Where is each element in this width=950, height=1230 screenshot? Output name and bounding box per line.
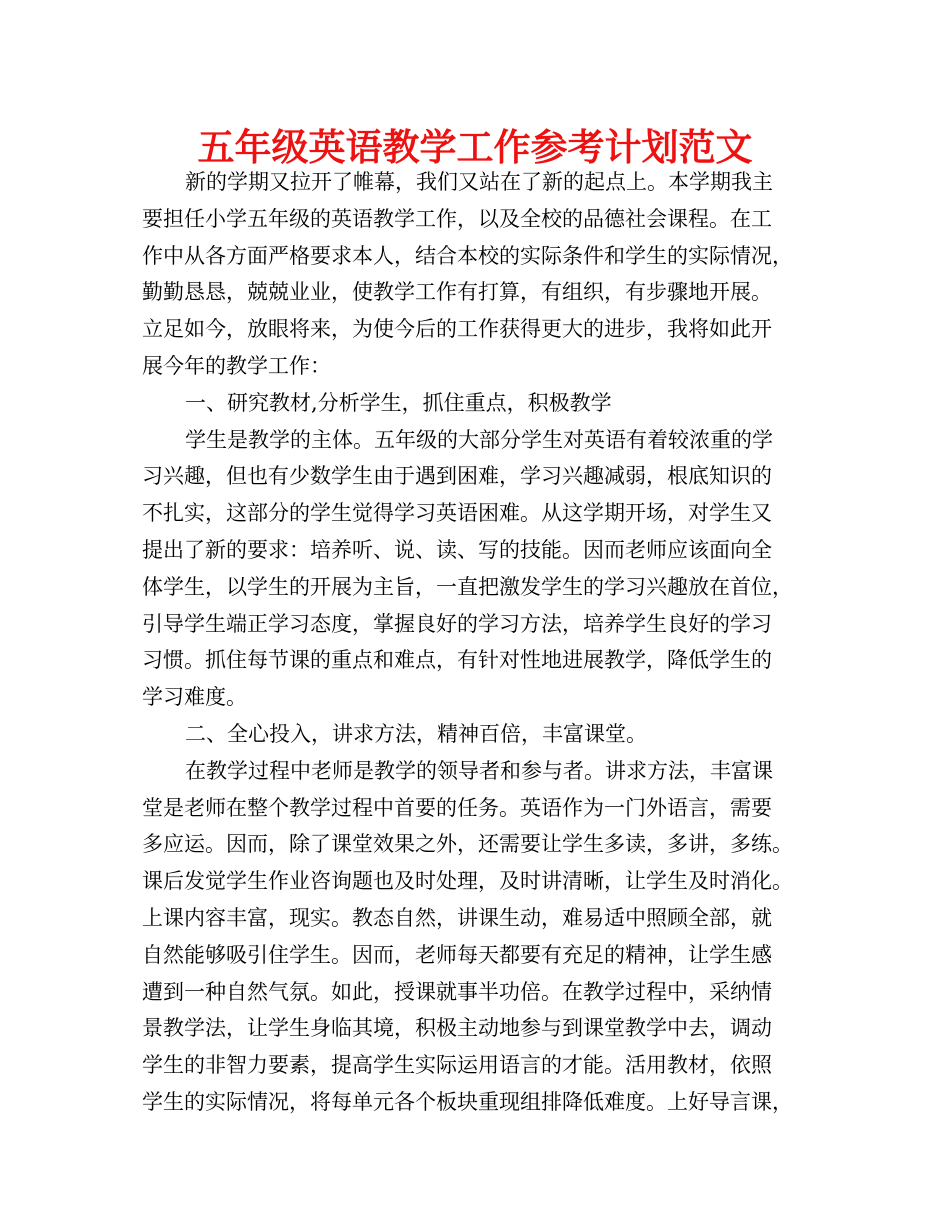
body-line: 自然能够吸引住学生。因而，老师每天都要有充足的精神，让学生感 — [142, 942, 772, 967]
body-line: 展今年的教学工作： — [142, 353, 331, 378]
body-line: 立足如今，放眼将来，为使今后的工作获得更大的进步，我将如此开 — [142, 317, 772, 342]
body-line: 遭到一种自然气氛。如此，授课就事半功倍。在教学过程中，采纳情 — [142, 979, 772, 1004]
body-line: 体学生，以学生的开展为主旨，一直把激发学生的学习兴趣放在首位， — [142, 574, 793, 599]
body-line: 一、研究教材,分析学生，抓住重点，积极教学 — [185, 390, 612, 415]
body-line: 多应运。因而，除了课堂效果之外，还需要让学生多读，多讲，多练。 — [142, 832, 793, 857]
body-line: 景教学法，让学生身临其境，积极主动地参与到课堂教学中去，调动 — [142, 1016, 772, 1041]
body-line: 习兴趣，但也有少数学生由于遇到困难，学习兴趣减弱，根底知识的 — [142, 464, 772, 489]
body-line: 勤勤恳恳，兢兢业业，使教学工作有打算，有组织，有步骤地开展。 — [142, 280, 772, 305]
document-title: 五年级英语教学工作参考计划范文 — [197, 126, 753, 169]
body-line: 学生的实际情况，将每单元各个板块重现组排降低难度。上好导言课， — [142, 1089, 793, 1114]
body-line: 上课内容丰富，现实。教态自然，讲课生动，难易适中照顾全部，就 — [142, 905, 772, 930]
body-line: 要担任小学五年级的英语教学工作，以及全校的品德社会课程。在工 — [142, 206, 772, 231]
body-line: 学生是教学的主体。五年级的大部分学生对英语有着较浓重的学 — [185, 427, 773, 452]
body-line: 提出了新的要求：培养听、说、读、写的技能。因而老师应该面向全 — [142, 537, 772, 562]
body-line: 课后发觉学生作业咨询题也及时处理，及时讲清晰，让学生及时消化。 — [142, 869, 793, 894]
body-line: 堂是老师在整个教学过程中首要的任务。英语作为一门外语言，需要 — [142, 795, 772, 820]
body-line: 二、全心投入，讲求方法，精神百倍，丰富课堂。 — [185, 721, 647, 746]
body-line: 新的学期又拉开了帷幕，我们又站在了新的起点上。本学期我主 — [185, 170, 773, 194]
document-body — [142, 164, 822, 1121]
body-line: 作中从各方面严格要求本人，结合本校的实际条件和学生的实际情况， — [142, 243, 793, 268]
body-line: 学生的非智力要素，提高学生实际运用语言的才能。活用教材，依照 — [142, 1053, 772, 1078]
body-line: 在教学过程中老师是教学的领导者和参与者。讲求方法，丰富课 — [185, 758, 773, 783]
body-line: 学习难度。 — [142, 685, 247, 710]
body-line: 不扎实，这部分的学生觉得学习英语困难。从这学期开场，对学生又 — [142, 501, 772, 526]
body-line: 引导学生端正学习态度，掌握良好的学习方法，培养学生良好的学习 — [142, 611, 772, 636]
body-line: 习惯。抓住每节课的重点和难点，有针对性地进展教学，降低学生的 — [142, 648, 772, 673]
